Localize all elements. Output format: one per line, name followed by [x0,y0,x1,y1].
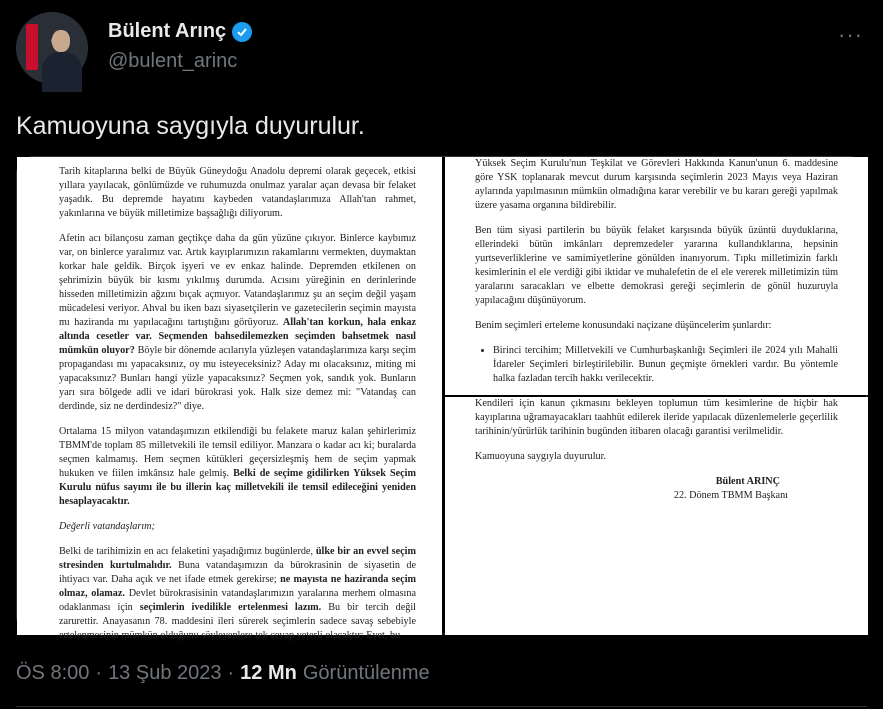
avatar-body [42,52,82,92]
divider [16,706,867,707]
tweet-meta [16,662,430,685]
views-label: Görüntülenme [302,662,430,684]
tweet-text: Kamuoyuna saygıyla duyurulur. [16,112,365,140]
signature-title: 22. Dönem TBMM Başkanı [673,490,788,501]
author-handle[interactable]: @bulent_arinc [108,50,238,72]
author-name-row[interactable] [108,20,252,43]
document-page-right-top[interactable] [445,157,868,395]
document-page-right-bottom[interactable] [445,397,868,635]
tweet-header [16,12,867,82]
doc-text-bold: seçimlerin ivedilikle ertelenmesi lazım. [139,602,322,613]
tweet-time[interactable]: ÖS 8:00 [16,662,90,684]
doc-paragraph [59,232,416,414]
doc-salutation: Değerli vatandaşlarım; [59,521,155,532]
meta-separator: · [95,662,103,684]
doc-list-item: • Birinci tercihim; Milletvekili ve Cumhurbaşkanlığı Seçimleri ile 2024 yılı Mahalli İdareler Seçimleri birleştirilebilir. Bunun geçmişte örnekleri vardır. Bu yöntemle halka fazladan tercih hakkı verilecektir. [493,344,838,386]
doc-text: Afetin acı bilançosu zaman geçtikçe daha da gün yüzüne çıkıyor. Binlerce kaybımız var, on binlerce yaralımız var. Artık kayıplarımızın rakamlarını vermekten, duymaktan korkar hale geldik. Birçok işyeri ve ev enkaz halinde. Depremden etkilenen on şehrimizin büyük bir kısmı yıkılmış durumda. Acısını yüreğinin en derinlerinde hisseden milletimizin ağzını bıçak açmıyor. Vatandaşlarımız şu an seçim değil yaşam mücadelesi veriyor. Ahval bu iken bazı siyasetçilerin ve gazetecilerin seçimin mayısta mı haziranda mı yapılacağını tartıştığını görüyoruz. [59,233,416,328]
document-page-left[interactable] [17,157,442,641]
doc-paragraph: Kendileri için kanun çıkmasını bekleyen toplumun tüm kesimlerine de hiçbir hak kayıplarına uğramayacakları taahhüt edilerek ileride yapılacak düzenlemelerle geçerlilik tarihinin/yürürlük tarihinin bugünden itibaren olacağı garantisi verilmelidir. [475,398,838,437]
doc-paragraph: Benim seçimleri erteleme konusundaki naçizane düşüncelerim şunlardır: [475,320,772,331]
doc-text: Bu bir tercih değil zarurettir. Anayasanın 78. maddesini ileri sürerek seçimlerin sadece savaş sebebiyle ertelenmesinin mümkün olduğunu söyleyenlere tek cevap yeterli olacaktır: Evet, bu [59,602,417,641]
doc-paragraph: Ben tüm siyasi partilerin bu büyük felaket karşısında büyük üzüntü duyduklarına, ellerindeki bütün imkânları depremzedeler yararına kullandıklarına, hepsinin yurtseverliklerine ve samimiyetlerine gönülden inanıyorum. Tıpkı milletimizin farklı kesimlerinin el ele verdiği gibi iktidar ve muhalefetin de el ele vererek milletimizin tüm yaralarını saracakları ve elbette demokrasi gereği seçimlerin de gönül huzuruyla yapılacağını düşünüyorum. [475,225,838,306]
more-options-icon[interactable]: ··· [838,22,863,47]
tweet-date[interactable]: 13 Şub 2023 [108,662,222,684]
doc-text-bold: ülke bir an evvel seçim stresinden kurtulmalıdır. [59,546,416,571]
avatar-face [52,30,70,52]
views-count[interactable]: 12 Mn [240,662,297,684]
doc-paragraph: Tarih kitaplarına belki de Büyük Güneydoğu Anadolu depremi olarak geçecek, etkisi yıllara yayılacak, gönlümüzde ve ruhumuzda onulmaz yaralar açan devasa bir felaket yaşadık. Bu depremde hayatını kaybeden vatandaşlarımıza Allah'tan rahmet, yakınlarına ve büyük milletimize başsağlığı diliyorum. [59,166,416,219]
doc-list [493,344,838,386]
doc-paragraph: Kamuoyuna saygıyla duyurulur. [475,451,606,462]
doc-text: Ortalama 15 milyon vatandaşımızın etkilendiği bu felakete maruz kalan şehirlerimiz TBMM'de toplam 85 milletvekili ile temsil ediliyor. Manzara o kadar acı ki; buralarda seçmen kalmamış. Hem seçmen kütükleri geçersizleşmiş hem de seçim yapmak hukuken ve fiilen imkânsız hale gelmiş. [59,426,416,479]
signature-name: Bülent ARINÇ [715,476,780,487]
doc-paragraph [59,425,416,509]
doc-signature [475,475,788,503]
doc-text-bold: Belki de seçime gidilirken Yüksek Seçim Kurulu nüfus sayımı ile bu illerin kaç milletvekili ile temsil edileceğini yeniden hesaplayacaktır. [59,468,417,507]
doc-text: Buna vatandaşımızın da bürokrasinin de siyasetin de ihtiyacı var. Daha açık ve net ifade etmek gerekirse; [59,560,417,585]
meta-separator: · [227,662,235,684]
avatar[interactable] [16,12,88,84]
verified-badge-icon [232,22,252,42]
tweet-media[interactable] [16,156,867,641]
doc-text: Devlet bürokrasisinin vatandaşlarımızın yaralarına merhem olmasına odaklanması için [59,588,416,613]
doc-text-bold: ne mayısta ne haziranda seçim olmaz, olamaz. [59,574,417,599]
doc-text: Belki de tarihimizin en acı felaketini yaşadığımız bugünlerde, [59,546,313,557]
doc-text: Böyle bir dönemde acılarıyla yüzleşen vatandaşlarımıza karşı seçim propagandası mı yapacaksınız, oy mu isteyeceksiniz? Aday mı olacaksınız, miting mi yapacaksınız? Bunları hangi yüzle yapacaksınız? Seçmen yok, sandık yok. Bunların yarı sıra bölgede adli ve idari bürokrasi yok. Halk size demez mi: "Vatandaş can derdinde, siz ne derdindesiz?" diye. [59,345,416,412]
doc-paragraph [59,545,416,643]
doc-text-bold: Allah'tan korkun, hala enkaz altında cesetler var. Seçmenden bahsedilemezken seçimden bahsetmek nasıl mümkün oluyor? [59,317,416,356]
author-display-name[interactable]: Bülent Arınç [108,20,227,42]
flag-graphic [26,24,38,70]
doc-paragraph: Yüksek Seçim Kurulu'nun Teşkilat ve Görevleri Hakkında Kanun'unun 6. maddesine göre YSK toplanarak mevcut durum karşısında seçimlerin 2023 Mayıs veya Haziran aylarında yapılmasının mümkün olmadığına karar verebilir ve bu kararı gereği yapılmak üzere yasama organına bildirebilir. [475,158,838,211]
